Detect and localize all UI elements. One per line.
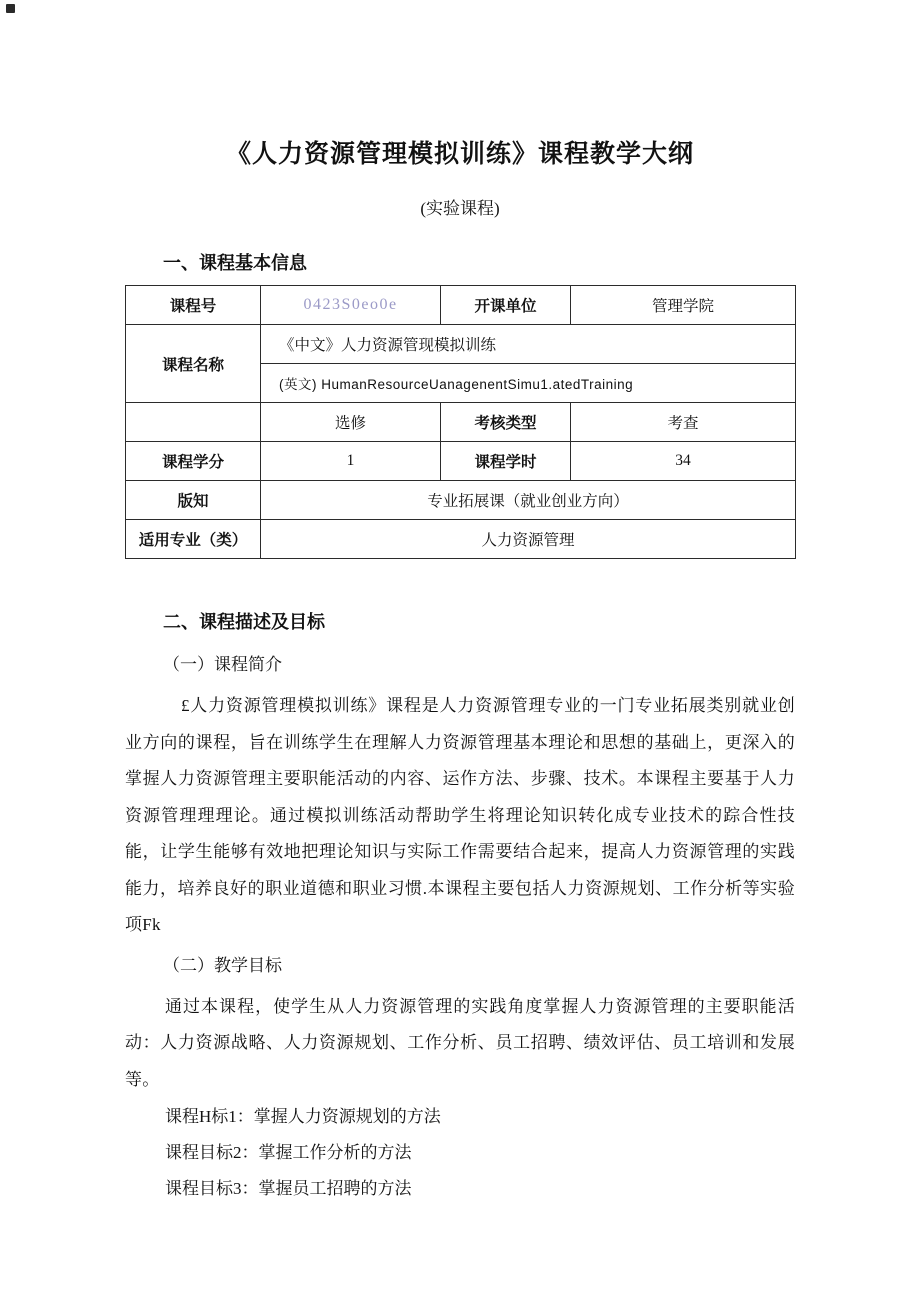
assessment-type-label: 考核类型 <box>441 403 571 442</box>
table-row-credits-hours <box>126 442 796 481</box>
course-goal-2: 课程目标2：掌握工作分析的方法 <box>165 1143 412 1162</box>
table-row-category <box>126 481 796 520</box>
course-number-value: 0423S0eo0e <box>261 286 441 325</box>
table-row-course-number <box>126 286 796 325</box>
course-info-table <box>125 285 796 559</box>
intro-paragraph: £人力资源管理模拟训练》课程是人力资源管理专业的一门专业拓展类别就业创业方向的课程，旨在训练学生在理解人力资源管理基本理论和思想的基础上，更深入的掌握人力资源管理主要职能活动的内容、运作方法、步骤、技术。本课程主要基于人力资源管理理理论。通过模拟训练活动帮助学生将理论知识转化成专业技术的踪合性技能，让学生能够有效地把理论知识与实际工作需要结合起来，提高人力资源管理的实践能力，培养良好的职业道德和职业习惯.本课程主要包括人力资源规划、工作分析等实验项Fk <box>125 696 795 934</box>
section-basic-info-heading: 一、课程基本信息 <box>163 253 307 273</box>
goals-subheading: （二）教学目标 <box>163 955 282 975</box>
category-value: 专业拓展课（就业创业方向） <box>261 481 796 520</box>
document-subtitle: (实验课程) <box>420 199 500 218</box>
scan-artifact-mark <box>6 4 15 13</box>
offering-unit-label: 开课单位 <box>441 286 571 325</box>
course-name-cn-value: 《中文》人力资源管现模拟训练 <box>261 325 796 364</box>
intro-subheading: （一）课程简介 <box>163 655 282 674</box>
table-row-course-name-cn <box>126 325 796 364</box>
majors-value: 人力资源管理 <box>261 520 796 559</box>
course-goal-3: 课程目标3：掌握员工招聘的方法 <box>165 1179 412 1198</box>
course-name-label: 课程名称 <box>126 325 261 403</box>
credits-value: 1 <box>261 442 441 481</box>
empty-cell <box>126 403 261 442</box>
document-title: 《人力资源管理模拟训练》课程教学大纲 <box>225 140 694 168</box>
elective-value: 选修 <box>261 403 441 442</box>
hours-value: 34 <box>571 442 796 481</box>
goals-paragraph: 通过本课程，使学生从人力资源管理的实践角度掌握人力资源管理的主要职能活动：人力资源战略、人力资源规划、工作分析、员工招聘、绩效评估、员工培训和发展等。 <box>125 996 795 1089</box>
category-label: 版知 <box>126 481 261 520</box>
majors-label: 适用专业（类） <box>126 520 261 559</box>
credits-label: 课程学分 <box>126 442 261 481</box>
offering-unit-value: 管理学院 <box>571 286 796 325</box>
hours-label: 课程学时 <box>441 442 571 481</box>
table-row-elective <box>126 403 796 442</box>
course-goal-1: 课程H标1：掌握人力资源规划的方法 <box>165 1107 441 1126</box>
assessment-type-value: 考查 <box>571 403 796 442</box>
course-number-label: 课程号 <box>126 286 261 325</box>
section-description-heading: 二、课程描述及目标 <box>163 612 325 632</box>
table-row-majors <box>126 520 796 559</box>
course-name-en-value: (英文) HumanResourceUanagenentSimu1.atedTraining <box>261 364 796 403</box>
